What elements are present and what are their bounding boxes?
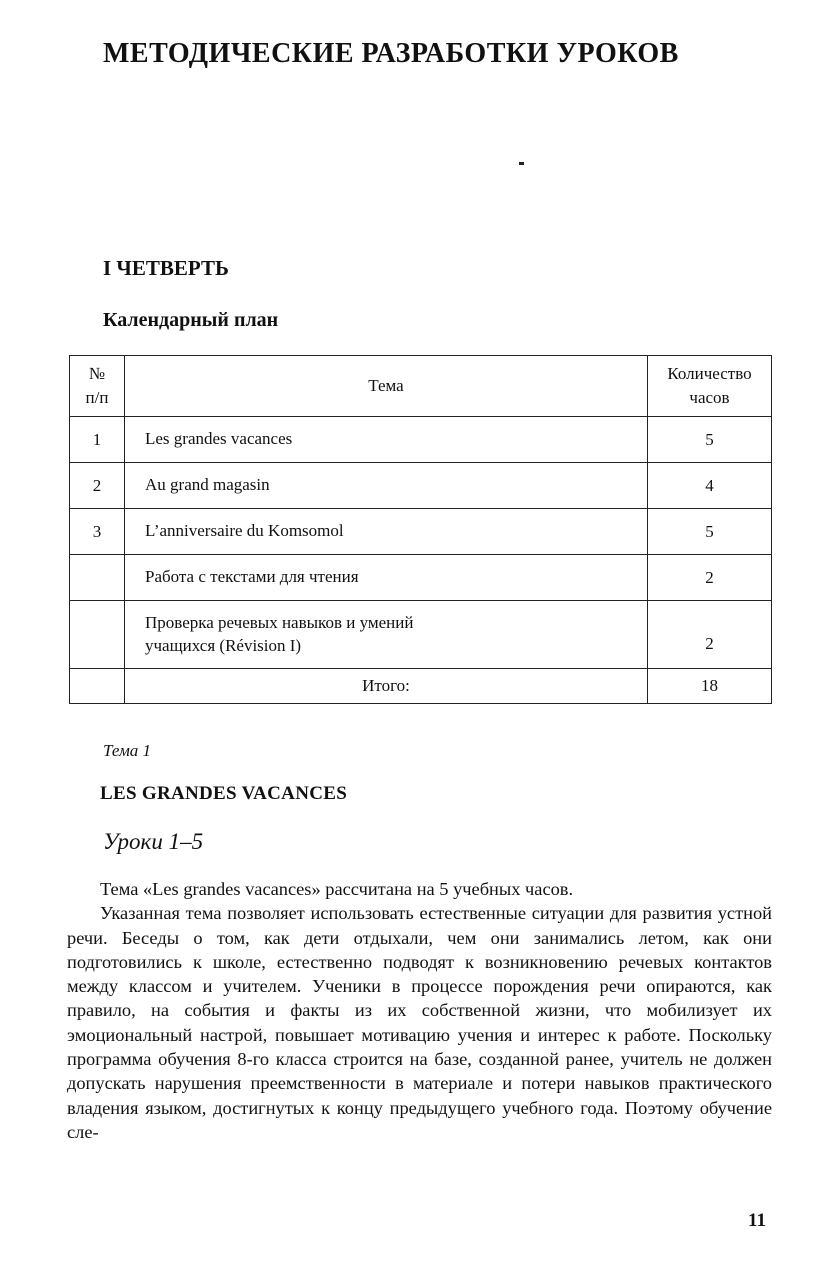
row-hours: 2 bbox=[648, 555, 772, 601]
row-num: 3 bbox=[70, 509, 125, 555]
body-text bbox=[67, 877, 772, 1144]
total-value: 18 bbox=[648, 669, 772, 704]
table-row bbox=[70, 509, 772, 555]
header-num-abbr: п/п bbox=[85, 388, 109, 407]
total-empty-cell bbox=[70, 669, 125, 704]
header-hours-line1: Количество bbox=[667, 364, 752, 384]
row-topic-line2: учащихся (Révision I) bbox=[145, 635, 302, 655]
row-topic bbox=[125, 601, 648, 669]
quarter-heading: I ЧЕТВЕРТЬ bbox=[103, 256, 229, 280]
paragraph: Указанная тема позволяет использовать естественные ситуации для развития устной речи. Беседы о том, как дети отдыхали, чем они занимались летом, как они подготовились к школе, естественно подводят к возникновению речевых контактов между классом и учителем. Ученики в процессе порождения речи опираются, как правило, на события и факты из их собственной жизни, что мобилизует их эмоциональный настрой, повышает мотивацию учения и интерес к работе. Поскольку программа обучения 8-го класса строится на базе, созданной ранее, учитель не должен допускать нарушения преемственности в материале и потери навыков практического владения языком, достигнутых к концу предыдущего учебного года. Поэтому обучение сле- bbox=[67, 903, 772, 1142]
page-number: 11 bbox=[748, 1210, 766, 1231]
row-hours: 5 bbox=[648, 509, 772, 555]
row-topic: Au grand magasin bbox=[125, 463, 648, 509]
theme-title: LES GRANDES VACANCES bbox=[100, 783, 348, 804]
header-num-symbol: № bbox=[88, 364, 106, 384]
table-row bbox=[70, 417, 772, 463]
table-row bbox=[70, 463, 772, 509]
header-num bbox=[70, 356, 125, 417]
row-num bbox=[70, 555, 125, 601]
row-topic: Работа с текстами для чтения bbox=[125, 555, 648, 601]
row-topic: L’anniversaire du Komsomol bbox=[125, 509, 648, 555]
calendar-plan-table bbox=[69, 355, 772, 704]
total-label: Итого: bbox=[125, 669, 648, 704]
row-num bbox=[70, 601, 125, 669]
header-hours-line2: часов bbox=[689, 388, 730, 407]
row-hours: 2 bbox=[648, 601, 772, 669]
stray-mark bbox=[519, 162, 524, 165]
table-header-row bbox=[70, 356, 772, 417]
plan-title: Календарный план bbox=[103, 309, 279, 331]
row-hours: 5 bbox=[648, 417, 772, 463]
row-topic: Les grandes vacances bbox=[125, 417, 648, 463]
row-num: 1 bbox=[70, 417, 125, 463]
table-total-row bbox=[70, 669, 772, 704]
header-hours bbox=[648, 356, 772, 417]
row-topic-line1: Проверка речевых навыков и умений bbox=[145, 612, 414, 632]
table-row bbox=[70, 601, 772, 669]
theme-label: Тема 1 bbox=[103, 741, 152, 760]
row-hours: 4 bbox=[648, 463, 772, 509]
lessons-heading: Уроки 1–5 bbox=[103, 829, 204, 854]
paragraph: Тема «Les grandes vacances» рассчитана на 5 учебных часов. bbox=[100, 879, 574, 899]
row-num: 2 bbox=[70, 463, 125, 509]
page-heading: МЕТОДИЧЕСКИЕ РАЗРАБОТКИ УРОКОВ bbox=[103, 38, 679, 69]
table-row bbox=[70, 555, 772, 601]
header-topic: Тема bbox=[125, 356, 648, 417]
